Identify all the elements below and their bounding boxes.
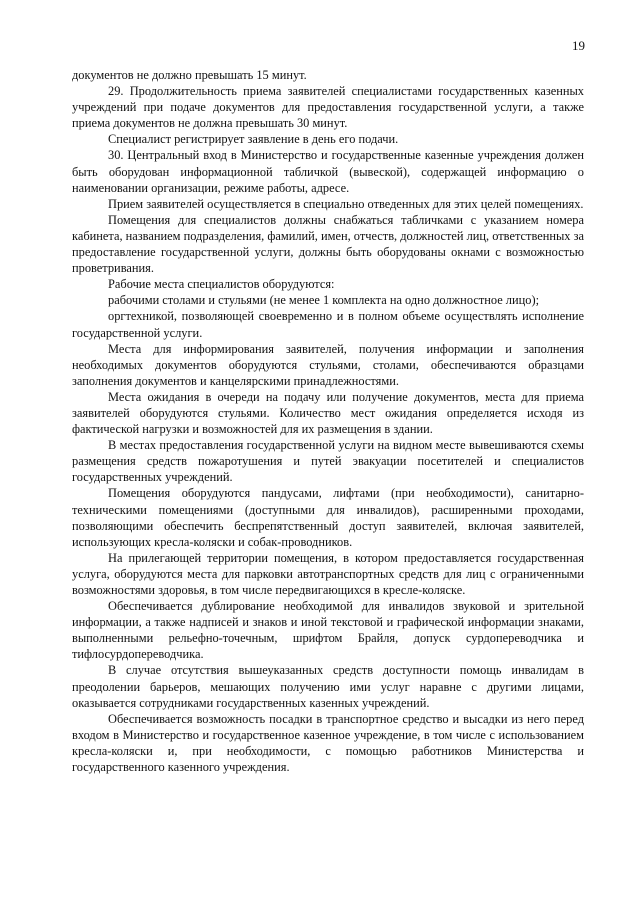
- paragraph: В местах предоставления государственной услуги на видном месте вывешиваются схемы размещения средств пожаротушения и путей эвакуации посетителей и специалистов государственных учреждений.: [72, 438, 584, 485]
- paragraph: В случае отсутствия вышеуказанных средств доступности помощь инвалидам в преодолении барьеров, мешающих получению ими услуг наравне с другими лицами, оказывается сотрудниками государственных казенных учреждений.: [72, 663, 584, 710]
- list-item: оргтехникой, позволяющей своевременно и в полном объеме осуществлять исполнение государственной услуги.: [72, 309, 584, 340]
- paragraph: Места ожидания в очереди на подачу или получение документов, места для приема заявителей оборудуются стульями. Количество мест ожидания определяется исходя из фактической нагрузки и возможностей для их размещения в здании.: [72, 389, 584, 437]
- paragraph-item-30: 30. Центральный вход в Министерство и государственные казенные учреждения должен быть оборудован информационной табличкой (вывеской), содержащей информацию о наименовании организации, режиме работы, адресе.: [72, 148, 584, 195]
- paragraph: Помещения оборудуются пандусами, лифтами (при необходимости), санитарно-техническими помещениями (доступными для инвалидов), расширенными проходами, позволяющими обеспечить беспрепятственный доступ заявителей, включая заявителей, использующих кресла-коляски и собак-проводников.: [72, 486, 584, 549]
- paragraph: На прилегающей территории помещения, в котором предоставляется государственная услуга, оборудуются места для парковки автотранспортных средств для лиц с ограниченными возможностями здоровья, в том числе передвигающихся в кресле-коляске.: [72, 550, 584, 597]
- paragraph: Рабочие места специалистов оборудуются:: [108, 277, 335, 292]
- page-number: 19: [572, 38, 585, 53]
- paragraph: Обеспечивается дублирование необходимой для инвалидов звуковой и зрительной информации, а также надписей и знаков и иной текстовой и графической информации знаками, выполненными рельефно-точечным, шрифтом Брайля, допуск сурдопереводчика и тифлосурдопереводчика.: [72, 599, 584, 662]
- paragraph: Помещения для специалистов должны снабжаться табличками с указанием номера кабинета, названием подразделения, фамилий, имен, отчеств, должностей лиц, ответственных за предоставление государственной услуги, должны быть оборудованы окнами с возможностью проветривания.: [72, 212, 584, 276]
- paragraph-item-29: 29. Продолжительность приема заявителей специалистами государственных казенных учреждений при подаче документов для предоставления государственной услуги, а также приема документов не должна превышать 30 минут.: [72, 84, 584, 131]
- paragraph-continuation: документов не должно превышать 15 минут.: [72, 68, 307, 82]
- paragraph: Обеспечивается возможность посадки в транспортное средство и высадки из него перед входом в Министерство и государственное казенное учреждение, в том числе с использованием кресла-коляски и, при необходимости, с помощью работников Министерства и государственного казенного учреждения.: [72, 711, 584, 775]
- paragraph: Места для информирования заявителей, получения информации и заполнения необходимых документов оборудуются стульями, столами, обеспечиваются образцами заполнения документов и канцелярскими принадлежностями.: [72, 341, 584, 388]
- document-body: [72, 67, 584, 775]
- paragraph: Специалист регистрирует заявление в день его подачи.: [108, 132, 399, 147]
- list-item: рабочими столами и стульями (не менее 1 комплекта на одно должностное лицо);: [108, 293, 540, 308]
- paragraph: Прием заявителей осуществляется в специально отведенных для этих целей помещениях.: [108, 196, 584, 211]
